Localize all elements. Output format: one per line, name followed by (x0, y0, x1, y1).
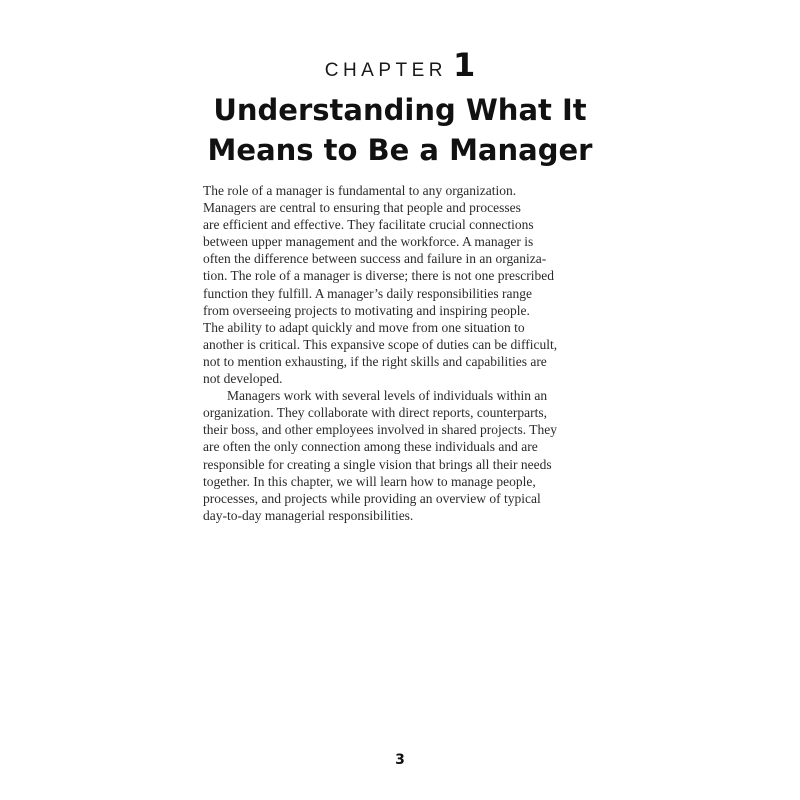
text-line: often the difference between success and failure in an organiza- (203, 251, 547, 267)
chapter-body (203, 182, 623, 524)
text-line: tion. The role of a manager is diverse; there is not one prescribed (203, 268, 555, 284)
paragraph-2 (203, 387, 623, 524)
text-line: not to mention exhausting, if the right skills and capabilities are (203, 353, 547, 369)
text-line: day-to-day managerial responsibilities. (203, 507, 414, 523)
chapter-label: CHAPTER (324, 60, 448, 81)
chapter-heading (0, 46, 800, 84)
text-line: Managers are central to ensuring that people and processes (203, 200, 521, 216)
chapter-title (0, 90, 800, 170)
text-line: are often the only connection among these individuals and are (203, 439, 538, 455)
page-number: 3 (395, 752, 405, 768)
chapter-title-line-1: Understanding What It (213, 93, 587, 127)
text-line: organization. They collaborate with direct reports, counterparts, (203, 405, 548, 421)
text-line: are efficient and effective. They facilitate crucial connections (203, 217, 534, 233)
text-line: The role of a manager is fundamental to any organization. (203, 183, 517, 198)
paragraph-1 (203, 182, 623, 387)
text-line: between upper management and the workforce. A manager is (203, 234, 534, 250)
text-line: their boss, and other employees involved in shared projects. They (203, 422, 558, 438)
chapter-title-line-2: Means to Be a Manager (207, 133, 593, 167)
text-line: The ability to adapt quickly and move from one situation to (203, 319, 525, 335)
text-line: another is critical. This expansive scope of duties can be difficult, (203, 336, 558, 352)
text-line: together. In this chapter, we will learn how to manage people, (203, 473, 536, 489)
text-line: not developed. (203, 371, 283, 387)
text-line: Managers work with several levels of individuals within an (227, 388, 548, 404)
text-line: processes, and projects while providing an overview of typical (203, 490, 541, 506)
text-line: from overseeing projects to motivating and inspiring people. (203, 302, 530, 318)
text-line: responsible for creating a single vision that brings all their needs (203, 456, 552, 472)
chapter-number: 1 (453, 46, 476, 84)
text-line: function they fulfill. A manager’s daily responsibilities range (203, 285, 532, 301)
